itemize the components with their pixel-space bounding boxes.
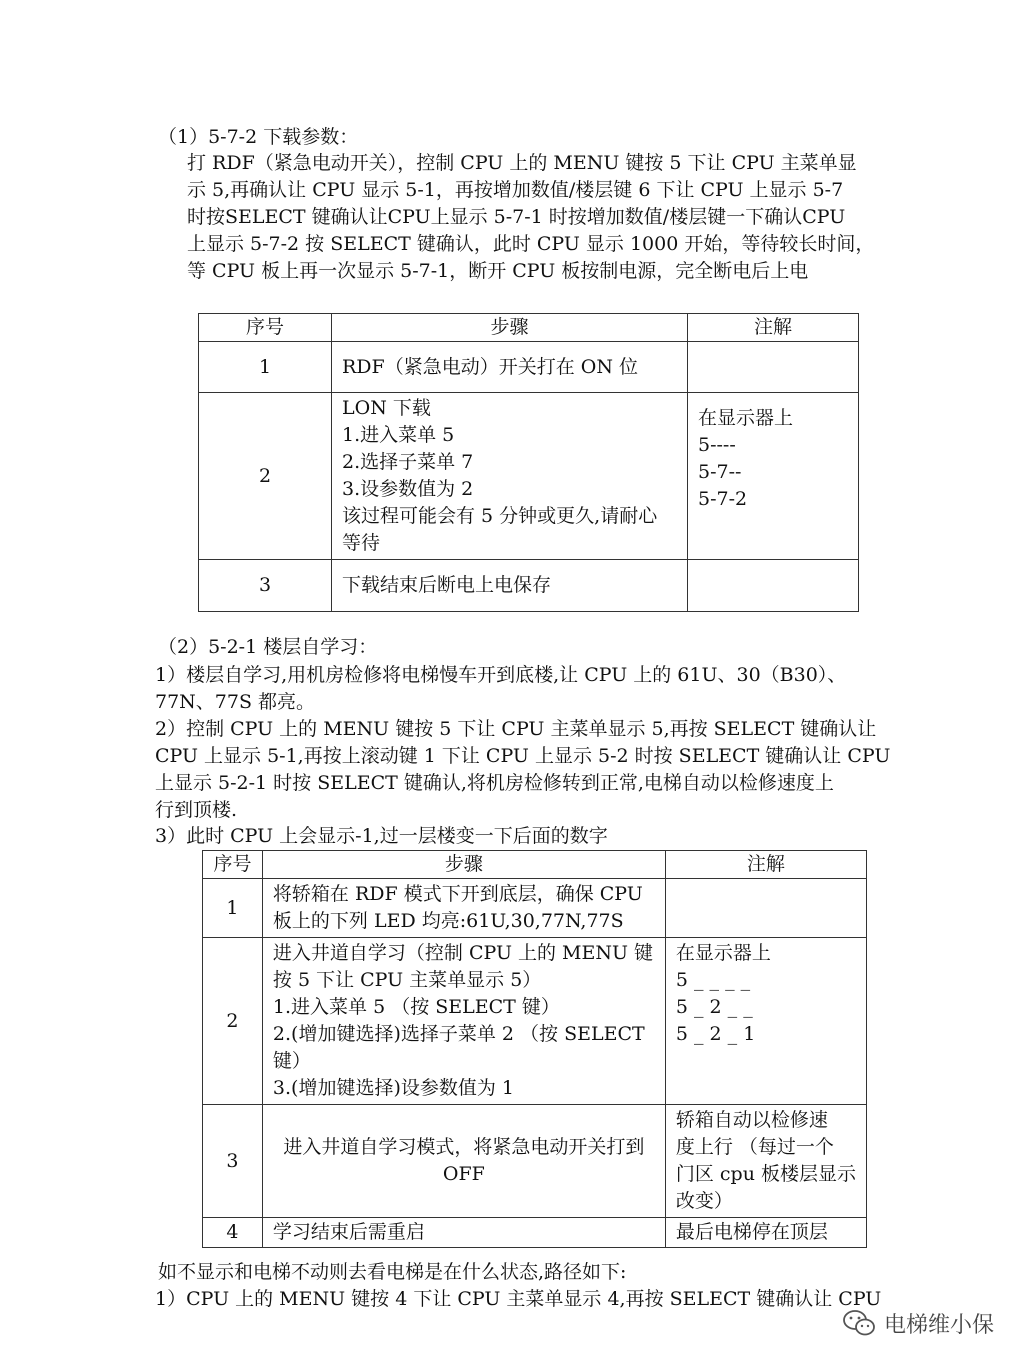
row-num: 3 (203, 1105, 263, 1218)
row-step: 该过程可能会有 5 分钟或更久,请耐心 (342, 505, 658, 527)
row-step: 2.选择子菜单 7 (342, 451, 474, 473)
row-num: 2 (199, 393, 332, 560)
section1-para-line: 上显示 5-7-2 按 SELECT 键确认，此时 CPU 显示 1000 开始，等待较长时间， (187, 233, 875, 255)
section2-heading: （2）5-2-1 楼层自学习： (158, 636, 378, 658)
row-step: RDF（紧急电动）开关打在 ON 位 (342, 355, 639, 378)
table-header-num: 序号 (199, 314, 332, 342)
row-step: 键） (272, 1050, 311, 1072)
table-row (203, 879, 867, 938)
row-step: 按 5 下让 CPU 主菜单显示 5） (272, 969, 542, 991)
row-step: OFF (442, 1163, 485, 1185)
row-step: 1.进入菜单 5 (342, 424, 455, 446)
row-notes (688, 342, 859, 393)
footer-line: 1）CPU 上的 MENU 键按 4 下让 CPU 主菜单显示 4,再按 SELECT 键确认让 CPU (155, 1288, 882, 1310)
row-step: 1.进入菜单 5 （按 SELECT 键） (272, 996, 560, 1018)
section2-line: 77N、77S 都亮。 (155, 691, 316, 713)
section1-heading: （1）5-7-2 下载参数： (158, 126, 359, 148)
row-note: 5 _ _ _ _ (675, 969, 751, 991)
section2-line: 上显示 5-2-1 时按 SELECT 键确认,将机房检修转到正常,电梯自动以检修速度上 (155, 772, 834, 794)
row-note: 5-7-- (698, 461, 742, 483)
row-step: 学习结束后需重启 (272, 1221, 425, 1243)
row-notes (665, 879, 866, 938)
section2-line: 3）此时 CPU 上会显示-1,过一层楼变一下后面的数字 (155, 825, 608, 847)
table-row (203, 1218, 867, 1248)
self-learning-table (202, 850, 867, 1248)
row-note: 5 _ 2 _ _ (675, 996, 753, 1018)
section2-line: 行到顶楼. (155, 799, 238, 821)
row-num: 4 (203, 1218, 263, 1248)
watermark-text: 电梯维小保 (883, 1312, 994, 1338)
row-num: 2 (203, 938, 263, 1105)
table-header-steps: 步骤 (262, 851, 665, 879)
table-row (199, 342, 859, 393)
table-header-num: 序号 (203, 851, 263, 879)
row-step: LON 下载 (342, 397, 431, 419)
section1-para-line: 打 RDF（紧急电动开关），控制 CPU 上的 MENU 键按 5 下让 CPU 主菜单显 (187, 152, 857, 174)
row-note: 在显示器上 (675, 942, 771, 964)
section2-line: 1）楼层自学习,用机房检修将电梯慢车开到底楼,让 CPU 上的 61U、30（B30）、 (155, 664, 847, 686)
row-note: 5---- (698, 434, 736, 456)
watermark (842, 1305, 994, 1341)
table-header-steps: 步骤 (332, 314, 688, 342)
row-step: 板上的下列 LED 均亮:61U,30,77N,77S (272, 910, 624, 932)
footer-line: 如不显示和电梯不动则去看电梯是在什么状态,路径如下: (158, 1261, 627, 1283)
table-header-notes: 注解 (665, 851, 866, 879)
table-row (203, 1105, 867, 1218)
section1-para-line: 等 CPU 板上再一次显示 5-7-1，断开 CPU 板按制电源，完全断电后上电 (187, 260, 809, 282)
row-step: 进入井道自学习（控制 CPU 上的 MENU 键 (272, 942, 654, 964)
row-num: 1 (203, 879, 263, 938)
download-steps-table (198, 313, 859, 612)
row-notes (688, 560, 859, 612)
table-header-notes: 注解 (688, 314, 859, 342)
row-step: 3.(增加键选择)设参数值为 1 (272, 1077, 515, 1099)
table-row (199, 393, 859, 560)
table-row (203, 938, 867, 1105)
wechat-icon (842, 1308, 876, 1338)
row-step: 等待 (342, 532, 381, 554)
row-note: 最后电梯停在顶层 (675, 1221, 828, 1243)
section1-para-line: 时按SELECT 键确认让CPU上显示 5-7-1 时按增加数值/楼层键一下确认CPU (187, 206, 846, 228)
row-step: 进入井道自学习模式，将紧急电动开关打到 (283, 1136, 645, 1158)
row-note: 5 _ 2 _ 1 (675, 1023, 756, 1045)
section2-line: CPU 上显示 5-1,再按上滚动键 1 下让 CPU 上显示 5-2 时按 SELECT 键确认让 CPU (155, 745, 891, 767)
row-step: 3.设参数值为 2 (342, 478, 474, 500)
table-row (199, 560, 859, 612)
row-num: 3 (199, 560, 332, 612)
row-step: 将轿箱在 RDF 模式下开到底层，确保 CPU (272, 883, 643, 905)
section1-para-line: 示 5,再确认让 CPU 显示 5-1，再按增加数值/楼层键 6 下让 CPU 上显示 5-7 (187, 179, 844, 201)
row-note: 轿箱自动以检修速 (675, 1109, 828, 1131)
row-step: 2.(增加键选择)选择子菜单 2 （按 SELECT (272, 1023, 645, 1045)
row-num: 1 (199, 342, 332, 393)
row-step: 下载结束后断电上电保存 (342, 574, 552, 596)
row-note: 5-7-2 (698, 488, 748, 510)
row-note: 度上行 （每过一个 (675, 1136, 834, 1158)
row-note: 门区 cpu 板楼层显示 (675, 1163, 856, 1185)
row-note: 改变） (675, 1190, 733, 1212)
row-note: 在显示器上 (698, 407, 794, 429)
section2-line: 2）控制 CPU 上的 MENU 键按 5 下让 CPU 主菜单显示 5,再按 SELECT 键确认让 (155, 718, 877, 740)
